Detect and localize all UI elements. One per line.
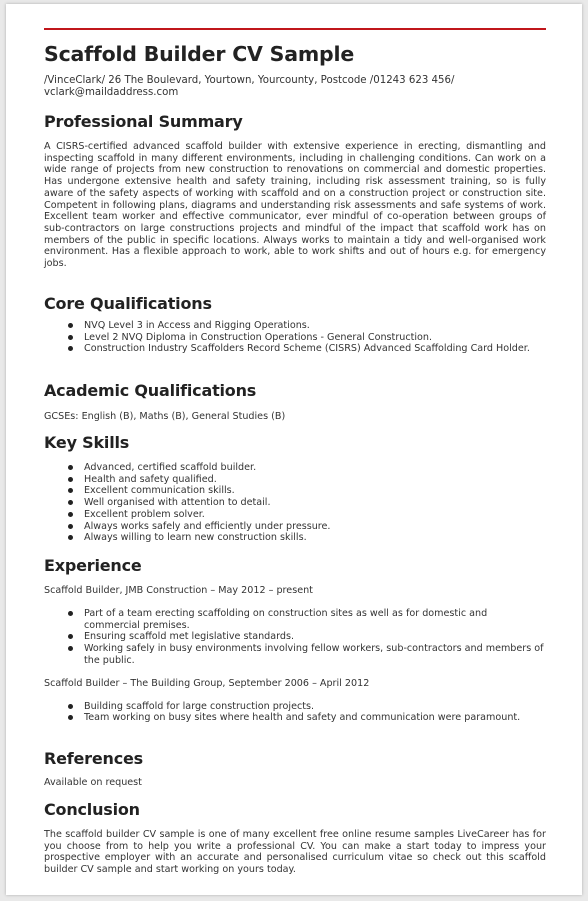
academic-qualifications-section: [44, 381, 546, 423]
bullet-icon: [68, 611, 73, 616]
list-item: Always willing to learn new construction skills.: [84, 532, 546, 544]
section-heading: Key Skills: [44, 433, 130, 452]
bullet-icon: [68, 477, 73, 482]
key-skills-section: [44, 433, 546, 544]
bullet-icon: [68, 535, 73, 540]
bullet-icon: [68, 346, 73, 351]
bullet-icon: [68, 335, 73, 340]
bullet-icon: [68, 488, 73, 493]
bullet-icon: [68, 500, 73, 505]
bullet-icon: [68, 646, 73, 651]
academic-text: GCSEs: English (B), Maths (B), General Studies (B): [44, 411, 286, 422]
list-item: Part of a team erecting scaffolding on construction sites as well as for domestic and commercial premises.: [84, 608, 546, 631]
core-qualifications-list: [44, 320, 546, 355]
bullet-icon: [68, 465, 73, 470]
section-heading: Core Qualifications: [44, 294, 212, 313]
conclusion-section: [44, 800, 546, 876]
list-item: Excellent communication skills.: [84, 485, 546, 497]
summary-text: A CISRS-certified advanced scaffold builder with extensive experience in erecting, dismantling and inspecting scaffold in many different environments, including in challenging conditions. Can work on a wide range of projects from new construction to renovations on commercial and domestic properties. Has undergone extensive health and safety training, including risk assessment training, so is fully aware of the safety aspects of working with scaffold and on a construction project or construction site. Competent in following plans, diagrams and understanding risk assessments and safe systems of work. Excellent team worker and effective communicator, ever mindful of co-operation between groups of sub-contractors on large constructions projects and mindful of the impact that scaffold work has on members of the public in specific locations. Always works to maintain a tidy and well-organised work environment. Has a flexible approach to work, able to work shifts and out of hours e.g. for emergency jobs.: [44, 141, 546, 270]
list-item: Team working on busy sites where health and safety and communication were paramount.: [84, 712, 546, 724]
contact-details: /VinceClark/ 26 The Boulevard, Yourtown, Yourcounty, Postcode /01243 623 456/ vclark@maildaddress.com: [44, 75, 455, 98]
job-duties-list: [44, 608, 546, 667]
list-item: Construction Industry Scaffolders Record Scheme (CISRS) Advanced Scaffolding Card Holder.: [84, 343, 546, 355]
cv-page: [6, 4, 582, 895]
job-title: Scaffold Builder – The Building Group, September 2006 – April 2012: [44, 677, 370, 689]
list-item: Always works safely and efficiently under pressure.: [84, 521, 546, 533]
core-qualifications-section: [44, 294, 546, 355]
header-rule: [44, 28, 546, 30]
list-item: NVQ Level 3 in Access and Rigging Operations.: [84, 320, 546, 332]
bullet-icon: [68, 524, 73, 529]
bullet-icon: [68, 323, 73, 328]
job-title: Scaffold Builder, JMB Construction – May 2012 – present: [44, 585, 313, 596]
list-item: Excellent problem solver.: [84, 509, 546, 521]
references-section: [44, 749, 546, 789]
list-item: Health and safety qualified.: [84, 474, 546, 486]
section-heading: Academic Qualifications: [44, 381, 257, 400]
bullet-icon: [68, 512, 73, 517]
conclusion-text: The scaffold builder CV sample is one of many excellent free online resume samples LiveCareer has for you choose from to help you write a professional CV. You can make a start today to impress your prospective employer with an accurate and personalised curriculum vitae so check out this scaffold builder CV sample and start working on yours today.: [44, 829, 546, 876]
references-text: Available on request: [44, 777, 142, 788]
bullet-icon: [68, 634, 73, 639]
list-item: Ensuring scaffold met legislative standards.: [84, 631, 546, 643]
section-heading: References: [44, 749, 143, 768]
section-heading: Conclusion: [44, 800, 140, 819]
list-item: Building scaffold for large construction projects.: [84, 701, 546, 713]
list-item: Advanced, certified scaffold builder.: [84, 462, 546, 474]
list-item: Well organised with attention to detail.: [84, 497, 546, 509]
bullet-icon: [68, 704, 73, 709]
professional-summary-section: [44, 112, 546, 270]
cv-title: Scaffold Builder CV Sample: [44, 42, 355, 66]
list-item: Level 2 NVQ Diploma in Construction Operations - General Construction.: [84, 332, 546, 344]
key-skills-list: [44, 462, 546, 544]
bullet-icon: [68, 715, 73, 720]
job-duties-list: [44, 701, 546, 724]
section-heading: Experience: [44, 556, 142, 575]
section-heading: Professional Summary: [44, 112, 243, 131]
experience-section: [44, 556, 546, 724]
list-item: Working safely in busy environments involving fellow workers, sub-contractors and members of the public.: [84, 643, 546, 666]
